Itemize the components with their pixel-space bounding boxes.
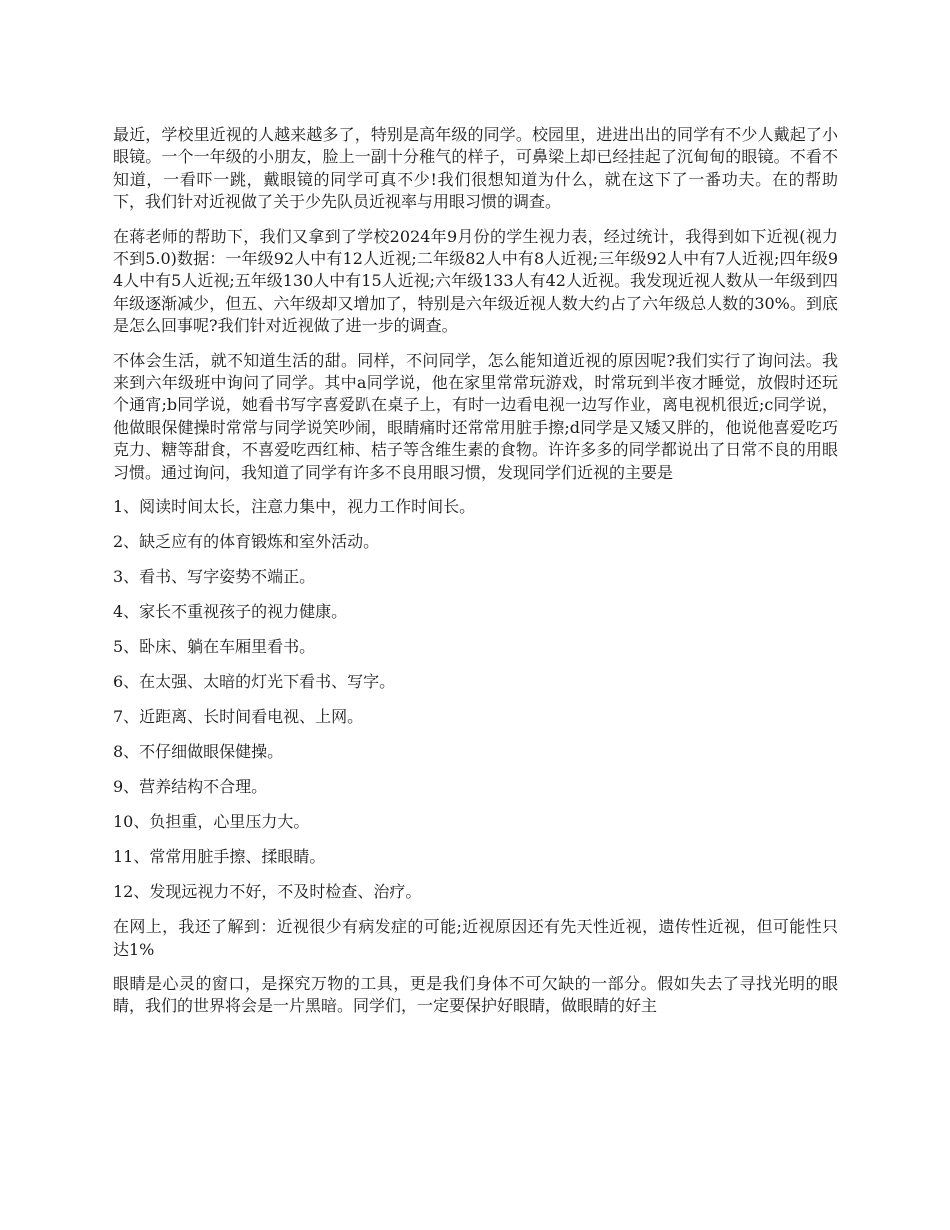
document-body	[113, 124, 838, 1030]
paragraph-outro-2: 眼睛是心灵的窗口，是探究万物的工具，更是我们身体不可欠缺的一部分。假如失去了寻找光明的眼睛，我们的世界将会是一片黑暗。同学们，一定要保护好眼睛，做眼睛的好主	[113, 973, 838, 1016]
list-item: 12、发现远视力不好，不及时检查、治疗。	[113, 882, 422, 902]
list-item: 1、阅读时间太长，注意力集中，视力工作时间长。	[113, 497, 476, 517]
paragraph-intro-1: 最近，学校里近视的人越来越多了，特别是高年级的同学。校园里，进进出出的同学有不少人戴起了小眼镜。一个一年级的小朋友，脸上一副十分稚气的样子，可鼻梁上却已经挂起了沉甸甸的眼镜。不看不知道，一看吓一跳，戴眼镜的同学可真不少!我们很想知道为什么，就在这下了一番功夫。在的帮助下，我们针对近视做了关于少先队员近视率与用眼习惯的调查。	[113, 125, 838, 212]
list-item: 7、近距离、长时间看电视、上网。	[113, 707, 364, 727]
list-item: 5、卧床、躺在车厢里看书。	[113, 637, 316, 657]
list-item: 9、营养结构不合理。	[113, 777, 268, 797]
paragraph-outro-1: 在网上，我还了解到：近视很少有病发症的可能;近视原因还有先天性近视，遗传性近视，但可能性只达1%	[113, 917, 838, 959]
paragraph-intro-2: 在蒋老师的帮助下，我们又拿到了学校2024年9月份的学生视力表，经过统计，我得到如下近视(视力不到5.0)数据：一年级92人中有12人近视;二年级82人中有8人近视;三年级92人中有7人近视;四年级94人中有5人近视;五年级130人中有15人近视;六年级133人有42人近视。我发现近视人数从一年级到四年级逐渐减少，但五、六年级却又增加了，特别是六年级近视人数大约占了六年级总人数的30%。到底是怎么回事呢?我们针对近视做了进一步的调查。	[113, 226, 838, 336]
list-item: 6、在太强、太暗的灯光下看书、写字。	[113, 672, 396, 692]
paragraph-intro-3: 不体会生活，就不知道生活的甜。同样，不问同学，怎么能知道近视的原因呢?我们实行了询问法。我来到六年级班中询问了同学。其中a同学说，他在家里常常玩游戏，时常玩到半夜才睡觉，放假时还玩个通宵;b同学说，她看书写字喜爱趴在桌子上，有时一边看电视一边写作业，离电视机很近;c同学说，他做眼保健操时常常与同学说笑吵闹，眼睛痛时还常常用脏手擦;d同学是又矮又胖的，他说他喜爱吃巧克力、糖等甜食，不喜爱吃西红柿、桔子等含维生素的食物。许许多多的同学都说出了日常不良的用眼习惯。通过询问，我知道了同学有许多不良用眼习惯，发现同学们近视的主要是	[113, 350, 838, 482]
list-item: 3、看书、写字姿势不端正。	[113, 567, 316, 587]
list-item: 8、不仔细做眼保健操。	[113, 742, 284, 762]
list-item: 2、缺乏应有的体育锻炼和室外活动。	[113, 532, 380, 552]
list-item: 10、负担重，心里压力大。	[113, 812, 310, 832]
list-item: 4、家长不重视孩子的视力健康。	[113, 602, 348, 622]
list-item: 11、常常用脏手擦、揉眼睛。	[113, 847, 326, 867]
